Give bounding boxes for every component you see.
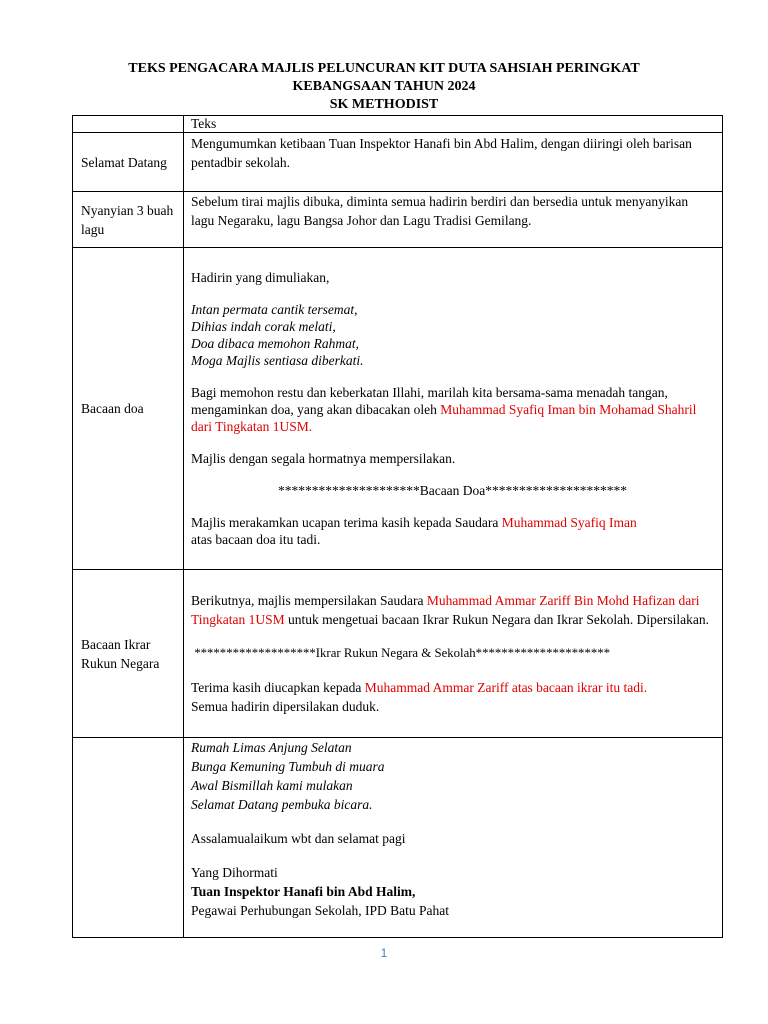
doa-marker: *********************Bacaan Doa********************* — [277, 483, 628, 498]
invitation-closing: Majlis dengan segala hormatnya mempersilakan. — [191, 451, 456, 466]
thanks-text: Majlis merakamkan ucapan terima kasih kepada Saudara — [191, 515, 502, 530]
title-line-3: SK METHODIST — [329, 97, 439, 112]
pantun-line: Rumah Limas Anjung Selatan — [191, 740, 352, 755]
row-text-nyanyian: Sebelum tirai majlis dibuka, diminta semua hadirin berdiri dan bersedia untuk menyanyikan lagu Negaraku, lagu Bangsa Johor dan Lagu Tradisi Gemilang. — [184, 192, 723, 248]
pantun-line: Bunga Kemuning Tumbuh di muara — [191, 759, 385, 774]
row-label-empty — [73, 738, 184, 938]
thanks-ending: atas bacaan doa itu tadi. — [191, 532, 321, 547]
row-label-bacaan-doa: Bacaan doa — [73, 248, 184, 570]
ikrar-marker: *******************Ikrar Rukun Negara & Sekolah********************* — [191, 646, 611, 660]
leader-name-highlight: Muhammad Ammar Zariff atas bacaan ikrar itu tadi. — [364, 680, 648, 695]
sit-down-text: Semua hadirin dipersilakan duduk. — [191, 699, 380, 714]
page-number: 1 — [380, 946, 388, 960]
ikrar-thanks-text: Terima kasih diucapkan kepada — [191, 680, 365, 695]
table-row — [73, 738, 723, 938]
table-row — [73, 570, 723, 738]
ikrar-thanks — [191, 678, 714, 697]
pantun-line: Awal Bismillah kami mulakan — [191, 778, 353, 793]
pantun-line: Doa dibaca memohon Rahmat, — [191, 336, 359, 351]
pantun-line: Selamat Datang pembuka bicara. — [191, 797, 373, 812]
row-label-ikrar: Bacaan Ikrar Rukun Negara — [73, 570, 184, 738]
pantun-line: Dihias indah corak melati, — [191, 319, 336, 334]
document-title — [0, 60, 768, 114]
table-row — [73, 248, 723, 570]
script-table — [72, 115, 723, 938]
table-row — [73, 133, 723, 192]
vip-name: Tuan Inspektor Hanafi bin Abd Halim, — [191, 884, 416, 899]
row-label-nyanyian: Nyanyian 3 buah lagu — [73, 192, 184, 248]
vip-position: Pegawai Perhubungan Sekolah, IPD Batu Pahat — [191, 903, 449, 918]
salam-text: Assalamualaikum wbt dan selamat pagi — [191, 831, 406, 846]
row-text-selamat-datang: Mengumumkan ketibaan Tuan Inspektor Hanafi bin Abd Halim, dengan diiringi oleh barisan pentadbir sekolah. — [184, 133, 723, 192]
header-col-1 — [73, 116, 184, 133]
invitation-paragraph — [191, 384, 714, 435]
row-content-opening — [184, 738, 723, 938]
leader-name-highlight: Muhammad Ammar Zariff Bin Mohd Hafizan dari Tingkatan 1USM — [191, 593, 700, 627]
row-content-ikrar — [184, 570, 723, 738]
honor-text: Yang Dihormati — [191, 865, 278, 880]
title-line-2: KEBANGSAAN TAHUN 2024 — [292, 79, 476, 94]
reader-name-highlight: Muhammad Syafiq Iman bin Mohamad Shahril dari Tingkatan 1USM. — [191, 402, 697, 434]
ikrar-invitation — [191, 591, 714, 629]
header-col-2: Teks — [184, 116, 723, 133]
ikrar-invitation-ending: untuk mengetuai bacaan Ikrar Rukun Negara dan Ikrar Sekolah. Dipersilakan. — [284, 612, 709, 627]
reader-name-highlight: Muhammad Syafiq Iman — [501, 515, 637, 530]
pantun-line: Intan permata cantik tersemat, — [191, 302, 358, 317]
ikrar-invitation-text: Berikutnya, majlis mempersilakan Saudara — [191, 593, 427, 608]
title-line-1: TEKS PENGACARA MAJLIS PELUNCURAN KIT DUTA SAHSIAH PERINGKAT — [128, 61, 640, 76]
row-content-bacaan-doa — [184, 248, 723, 570]
pantun-line: Moga Majlis sentiasa diberkati. — [191, 353, 364, 368]
thanks-paragraph — [191, 514, 714, 531]
table-row — [73, 192, 723, 248]
table-header-row — [73, 116, 723, 133]
row-label-selamat-datang: Selamat Datang — [73, 133, 184, 192]
invitation-text: Bagi memohon restu dan keberkatan Illahi, marilah kita bersama-sama menadah tangan, mengaminkan doa, yang akan dibacakan oleh — [191, 385, 668, 417]
greeting-text: Hadirin yang dimuliakan, — [191, 270, 330, 285]
